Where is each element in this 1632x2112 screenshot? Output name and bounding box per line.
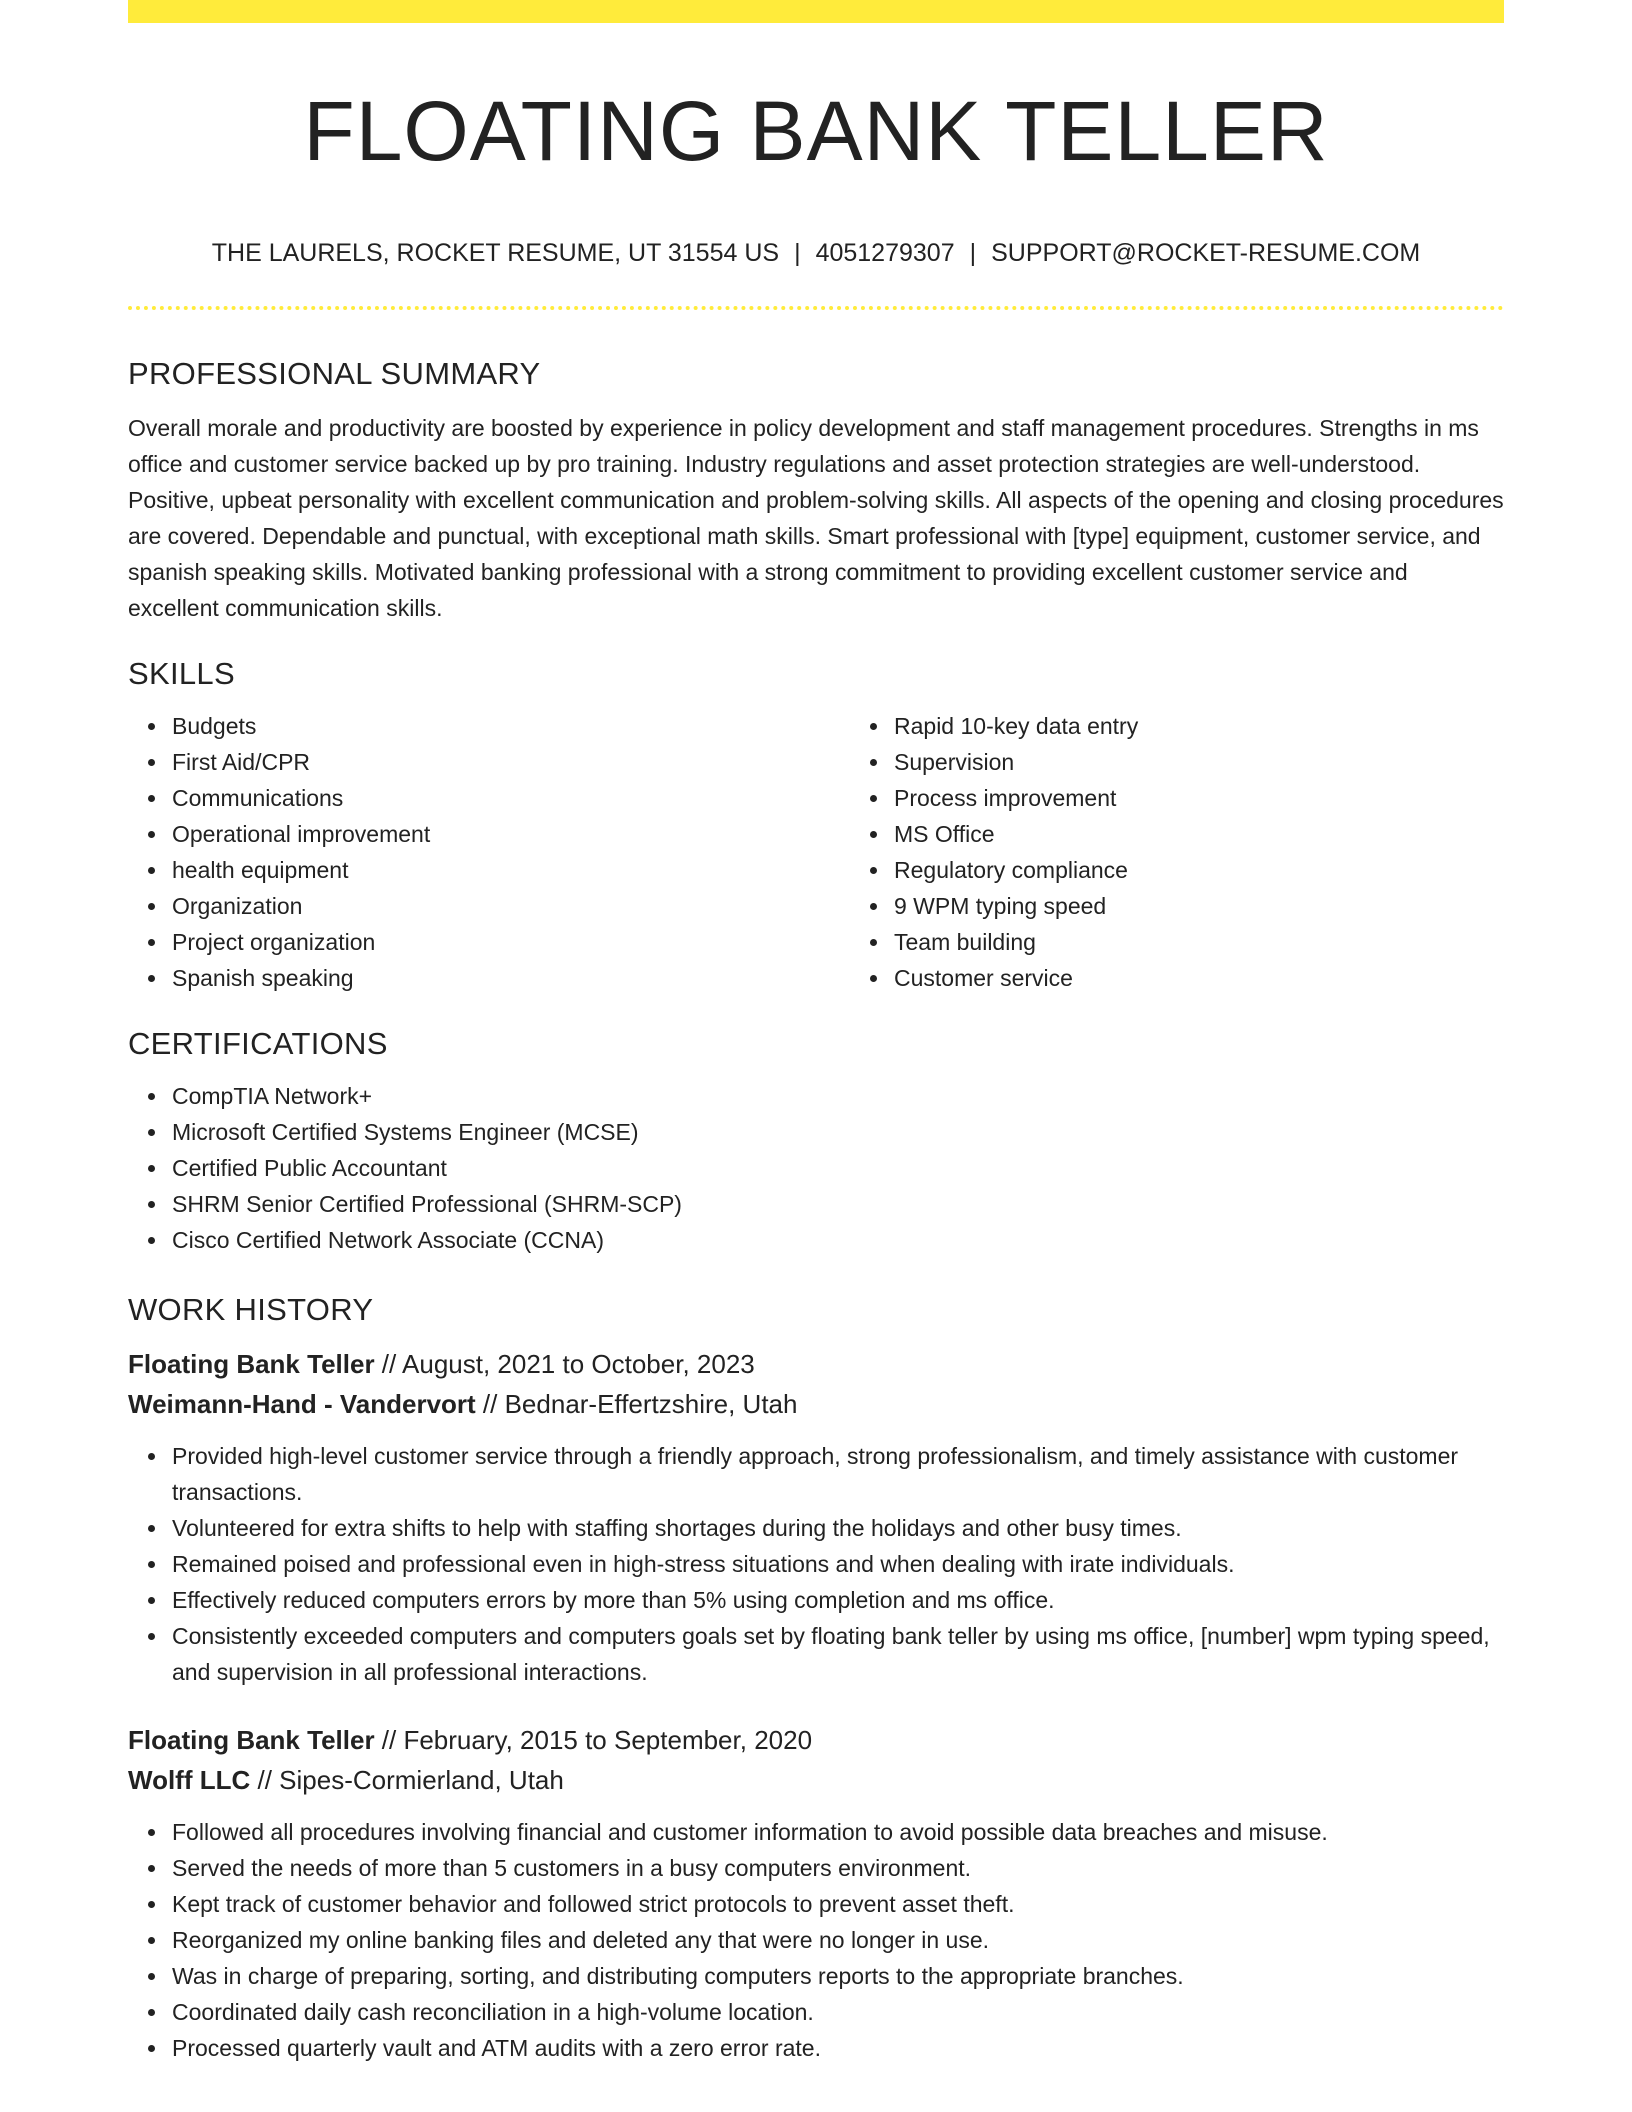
job-bullet: Was in charge of preparing, sorting, and distributing computers reports to the appropriate branches.	[172, 1958, 1504, 1994]
job-bullet-list	[128, 1814, 1504, 2066]
skill-item: Spanish speaking	[172, 960, 850, 996]
job-bullet: Volunteered for extra shifts to help with staffing shortages during the holidays and other busy times.	[172, 1510, 1504, 1546]
job-bullet: Effectively reduced computers errors by more than 5% using completion and ms office.	[172, 1582, 1504, 1618]
job-divider: //	[374, 1349, 403, 1379]
professional-summary-section	[128, 352, 1504, 626]
job-bullet: Kept track of customer behavior and followed strict protocols to prevent asset theft.	[172, 1886, 1504, 1922]
skill-item: Process improvement	[894, 780, 1572, 816]
job-title-line	[128, 1720, 1504, 1760]
job-entry	[128, 1720, 1504, 2066]
job-bullet: Coordinated daily cash reconciliation in a high-volume location.	[172, 1994, 1504, 2030]
job-location: Sipes-Cormierland, Utah	[279, 1765, 564, 1795]
job-company-line	[128, 1760, 1504, 1800]
skill-item: Customer service	[894, 960, 1572, 996]
skills-list-left	[128, 708, 850, 996]
job-divider: //	[250, 1765, 280, 1795]
job-bullet-list	[128, 1438, 1504, 1690]
contact-line	[128, 236, 1504, 270]
job-location: Bednar-Effertzshire, Utah	[504, 1389, 798, 1419]
certification-item: Cisco Certified Network Associate (CCNA)	[172, 1222, 1504, 1258]
skill-item: Budgets	[172, 708, 850, 744]
job-bullet: Remained poised and professional even in high-stress situations and when dealing with irate individuals.	[172, 1546, 1504, 1582]
job-divider: //	[475, 1389, 505, 1419]
contact-email: SUPPORT@ROCKET-RESUME.COM	[991, 239, 1421, 267]
skill-item: Rapid 10-key data entry	[894, 708, 1572, 744]
skill-item: Project organization	[172, 924, 850, 960]
skill-item: Organization	[172, 888, 850, 924]
skill-item: 9 WPM typing speed	[894, 888, 1572, 924]
contact-separator: |	[794, 239, 801, 267]
section-title-certifications: CERTIFICATIONS	[128, 1026, 388, 1061]
skill-item: Regulatory compliance	[894, 852, 1572, 888]
job-role: Floating Bank Teller	[128, 1725, 375, 1755]
skill-item: MS Office	[894, 816, 1572, 852]
contact-phone: 4051279307	[815, 239, 955, 267]
job-company: Weimann-Hand - Vandervort	[128, 1389, 476, 1419]
resume-body	[128, 352, 1504, 2066]
job-bullet: Followed all procedures involving financial and customer information to avoid possible data breaches and misuse.	[172, 1814, 1504, 1850]
skill-item: Operational improvement	[172, 816, 850, 852]
contact-separator: |	[969, 239, 977, 267]
job-role: Floating Bank Teller	[128, 1349, 375, 1379]
job-bullet: Reorganized my online banking files and deleted any that were no longer in use.	[172, 1922, 1504, 1958]
certification-item: Microsoft Certified Systems Engineer (MCSE)	[172, 1114, 1504, 1150]
certification-item: Certified Public Accountant	[172, 1150, 1504, 1186]
skill-item: health equipment	[172, 852, 850, 888]
section-title-summary: PROFESSIONAL SUMMARY	[128, 356, 541, 391]
job-company-line	[128, 1384, 1504, 1424]
job-title-line	[128, 1344, 1504, 1384]
contact-address: THE LAURELS, ROCKET RESUME, UT 31554 US	[211, 239, 780, 267]
work-history-section	[128, 1288, 1504, 2066]
job-bullet: Served the needs of more than 5 customers in a busy computers environment.	[172, 1850, 1504, 1886]
top-accent-bar	[128, 0, 1504, 23]
job-company: Wolff LLC	[128, 1765, 251, 1795]
section-title-work-history: WORK HISTORY	[128, 1292, 374, 1327]
certification-item: CompTIA Network+	[172, 1078, 1504, 1114]
job-divider: //	[374, 1725, 404, 1755]
skill-item: Supervision	[894, 744, 1572, 780]
job-entry	[128, 1344, 1504, 1690]
dotted-divider	[128, 306, 1504, 310]
job-bullet: Processed quarterly vault and ATM audits with a zero error rate.	[172, 2030, 1504, 2066]
section-title-skills: SKILLS	[128, 656, 235, 691]
summary-text: Overall morale and productivity are boosted by experience in policy development and staff management procedures. Strengths in ms office and customer service backed up by pro training. Industry regulations and asset protection strategies are well-understood. Positive, upbeat personality with excellent communication and problem-solving skills. All aspects of the opening and closing procedures are covered. Dependable and punctual, with exceptional math skills. Smart professional with [type] equipment, customer service, and spanish speaking skills. Motivated banking professional with a strong commitment to providing excellent customer service and excellent communication skills.	[128, 415, 1504, 621]
skill-item: Communications	[172, 780, 850, 816]
skill-item: First Aid/CPR	[172, 744, 850, 780]
job-bullet: Consistently exceeded computers and computers goals set by floating bank teller by using ms office, [number] wpm typing speed, and supervision in all professional interactions.	[172, 1618, 1504, 1690]
certifications-list	[128, 1078, 1504, 1258]
skills-columns	[128, 708, 1504, 996]
skills-section	[128, 652, 1504, 996]
certification-item: SHRM Senior Certified Professional (SHRM-SCP)	[172, 1186, 1504, 1222]
skill-item: Team building	[894, 924, 1572, 960]
job-dates: February, 2015 to September, 2020	[403, 1725, 813, 1755]
skills-list-right	[850, 708, 1572, 996]
job-bullet: Provided high-level customer service through a friendly approach, strong professionalism, and timely assistance with customer transactions.	[172, 1438, 1504, 1510]
resume-name-title: FLOATING BANK TELLER	[303, 84, 1329, 178]
certifications-section	[128, 1022, 1504, 1258]
job-dates: August, 2021 to October, 2023	[402, 1349, 755, 1379]
